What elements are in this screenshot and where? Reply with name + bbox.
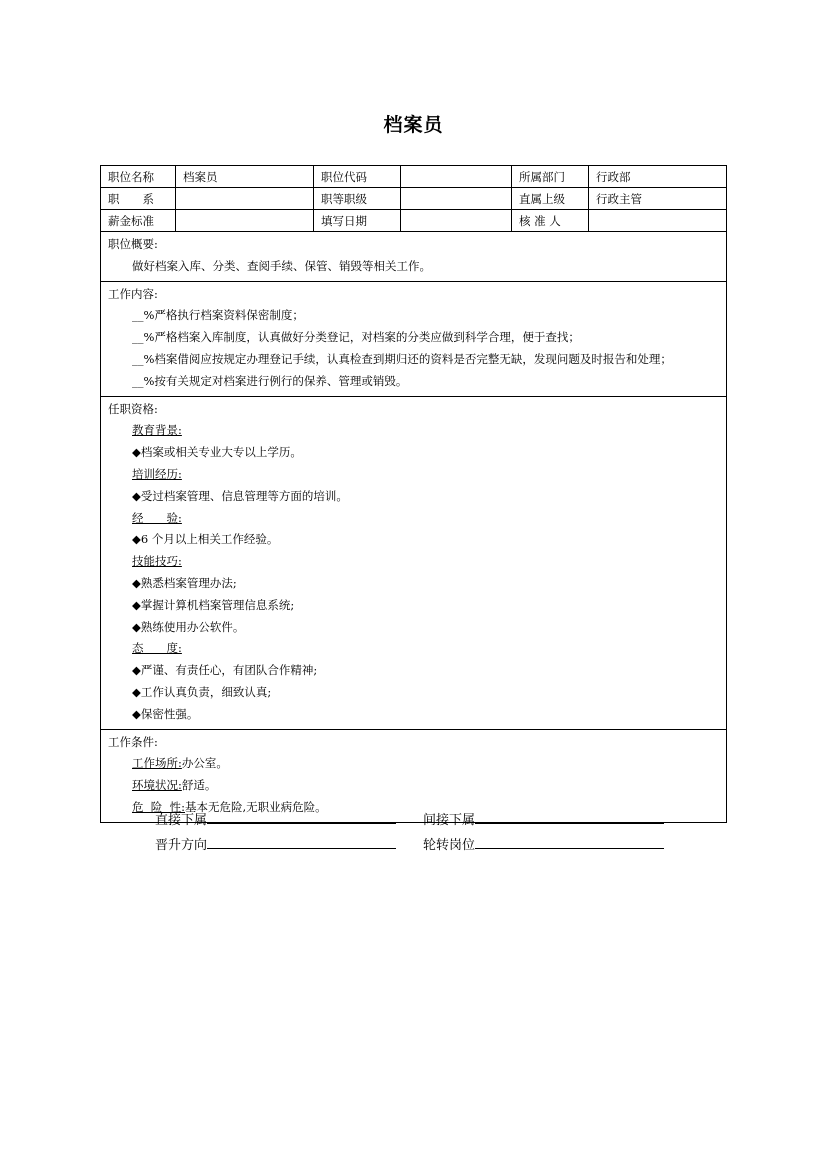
label-supervisor: 直属上级 [512, 188, 589, 210]
value-approver [589, 210, 727, 232]
experience-item: ◆6 个月以上相关工作经验。 [132, 532, 279, 547]
direct-subordinate-blank[interactable] [207, 810, 396, 824]
value-supervisor: 行政主管 [589, 188, 727, 210]
indirect-subordinate-blank[interactable] [475, 810, 664, 824]
label-position-code: 职位代码 [314, 166, 401, 188]
overview-heading: 职位概要: [108, 237, 158, 251]
promotion-field [155, 834, 396, 853]
attitude-label: 态 度: [132, 641, 182, 656]
label-salary: 薪金标准 [101, 210, 176, 232]
education-label: 教育背景: [132, 423, 182, 438]
value-position-name: 档案员 [176, 166, 314, 188]
label-position-name: 职位名称 [101, 166, 176, 188]
label-fill-date: 填写日期 [314, 210, 401, 232]
skills-label: 技能技巧: [132, 554, 182, 569]
skills-item: ◆熟悉档案管理办法; [132, 575, 237, 590]
qualifications-section [101, 396, 727, 729]
attitude-item: ◆工作认真负责，细致认真; [132, 684, 272, 699]
job-description-table [100, 165, 727, 823]
value-department: 行政部 [589, 166, 727, 188]
hazard-value: 基本无危险,无职业病危险。 [185, 799, 327, 814]
direct-subordinate-field [155, 809, 396, 828]
duty-item: __%严格档案入库制度，认真做好分类登记，对档案的分类应做到科学合理，便于查找； [132, 330, 580, 345]
label-job-grade: 职等职级 [314, 188, 401, 210]
header-row [101, 210, 727, 232]
promotion-blank[interactable] [207, 835, 396, 849]
environment-value: 舒适。 [181, 778, 217, 793]
promotion-label: 晋升方向 [155, 838, 208, 853]
overview-section [101, 232, 727, 282]
experience-label: 经 验: [132, 510, 182, 525]
qualifications-heading: 任职资格: [108, 401, 158, 416]
attitude-item: ◆严谨、有责任心，有团队合作精神; [132, 663, 318, 678]
label-job-family: 职 系 [101, 188, 176, 210]
rotation-field [423, 834, 664, 853]
value-job-family [176, 188, 314, 210]
label-department: 所属部门 [512, 166, 589, 188]
attitude-item: ◆保密性强。 [132, 706, 199, 721]
overview-text: 做好档案入库、分类、查阅手续、保管、销毁等相关工作。 [132, 258, 431, 273]
training-label: 培训经历: [132, 466, 182, 481]
indirect-subordinate-label: 间接下属 [423, 813, 476, 828]
workplace-label: 工作场所: [132, 756, 182, 771]
value-salary [176, 210, 314, 232]
duty-item: __%按有关规定对档案进行例行的保养、管理或销毁。 [132, 373, 408, 388]
duty-item: __%档案借阅应按规定办理登记手续，认真检查到期归还的资料是否完整无缺，发现问题及时报告和处理； [132, 351, 672, 366]
skills-item: ◆熟练使用办公软件。 [132, 619, 245, 634]
duties-heading: 工作内容: [108, 286, 158, 301]
condition-item [108, 775, 719, 797]
header-row [101, 188, 727, 210]
value-position-code [401, 166, 512, 188]
environment-label: 环境状况: [132, 778, 182, 793]
conditions-heading: 工作条件: [108, 734, 158, 749]
hazard-label: 危 险 性: [132, 799, 185, 814]
value-job-grade [401, 188, 512, 210]
page-title: 档案员 [383, 114, 444, 136]
direct-subordinate-label: 直接下属 [155, 813, 208, 828]
label-approver: 核 准 人 [512, 210, 589, 232]
condition-item [108, 753, 719, 775]
rotation-label: 轮转岗位 [423, 838, 476, 853]
rotation-blank[interactable] [475, 835, 664, 849]
education-item: ◆档案或相关专业大专以上学历。 [132, 445, 302, 460]
duties-section [101, 281, 727, 396]
indirect-subordinate-field [423, 809, 664, 828]
header-row [101, 166, 727, 188]
duty-item: __%严格执行档案资料保密制度； [132, 308, 304, 323]
value-fill-date [401, 210, 512, 232]
workplace-value: 办公室。 [181, 756, 228, 771]
training-item: ◆受过档案管理、信息管理等方面的培训。 [132, 488, 348, 503]
skills-item: ◆掌握计算机档案管理信息系统; [132, 597, 295, 612]
